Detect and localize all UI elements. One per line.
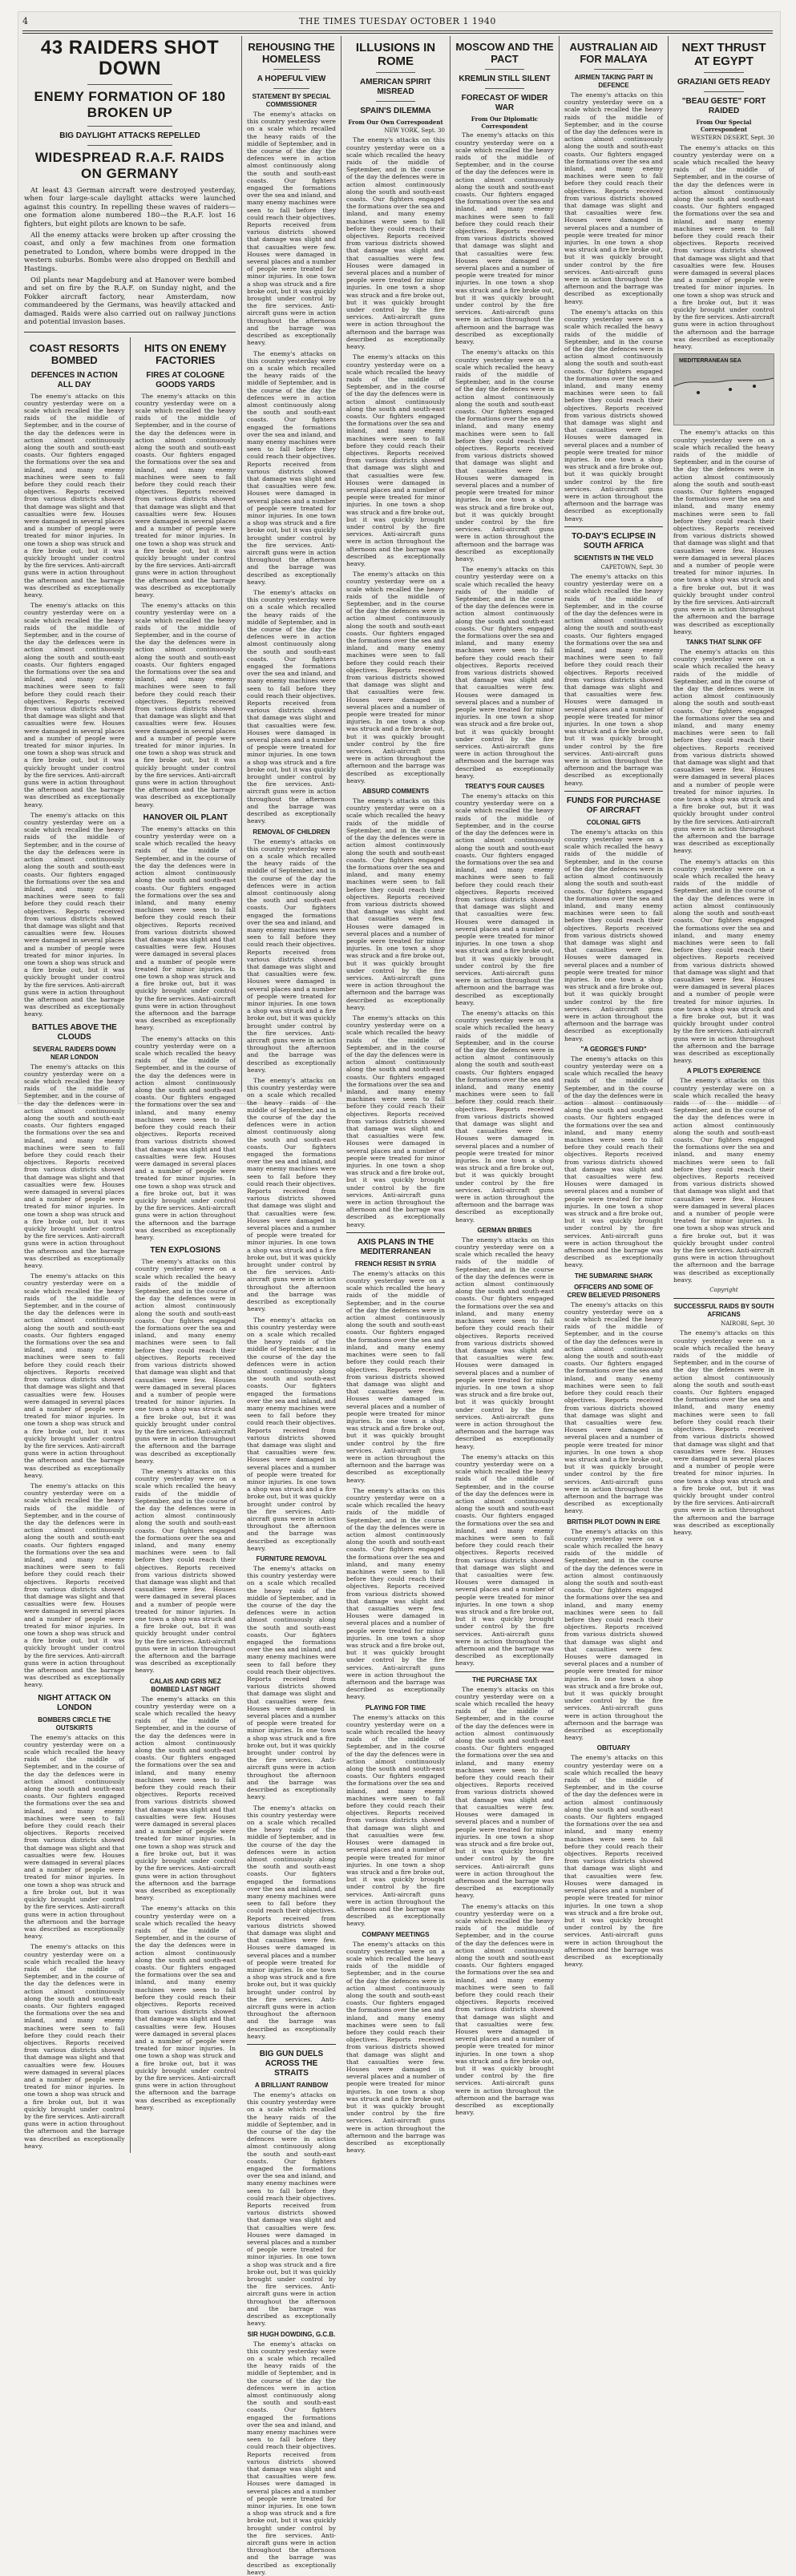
- column-rule: [241, 36, 242, 1092]
- paragraph: The enemy's attacks on this country yesterday were on a scale which recalled the heavy raids of the middle of September, and in the course of the day the defences were in action almost continuously along the south and south-east coasts. Our fighters engaged the formations over the sea and inland, and many enemy machines were seen to fall before they could reach their objectives. Reports received from various districts showed that damage was slight and that casualties were few. Houses were damaged in several places and a number of people were treated for minor injuries. In one town a shop was struck and a fire broke out, but it was quickly brought under control by the fire services. Anti-aircraft guns were in action throughout the afternoon and the barrage was described as exceptionally heavy.: [135, 602, 236, 808]
- subheadline: SIR HUGH DOWDING, G.C.B.: [247, 2331, 336, 2339]
- paragraph: The enemy's attacks on this country yesterday were on a scale which recalled the heavy raids of the middle of September, and in the course of the day the defences were in action almost continuously along the south and south-east coasts. Our fighters engaged the formations over the sea and inland, and many enemy machines were seen to fall before they could reach their objectives. Reports received from various districts showed that damage was slight and that casualties were few. Houses were damaged in several places and a number of people were treated for minor injuries. In one town a shop was struck and a fire broke out, but it was quickly brought under control by the fire services. Anti-aircraft guns were in action throughout the afternoon and the barrage was described as exceptionally heavy.: [247, 350, 336, 587]
- subheadline: PLAYING FOR TIME: [346, 1704, 445, 1712]
- paragraph: The enemy's attacks on this country yesterday were on a scale which recalled the heavy raids of the middle of September, and in the course of the day the defences were in action almost continuously along the south and south-east coasts. Our fighters engaged the formations over the sea and inland, and many enemy machines were seen to fall before they could reach their objectives. Reports received from various districts showed that damage was slight and that casualties were few. Houses were damaged in several places and a number of people were treated for minor injuries. In one town a shop was struck and a fire broke out, but it was quickly brought under control by the fire services. Anti-aircraft guns were in action throughout the afternoon and the barrage was described as exceptionally heavy.: [247, 589, 336, 825]
- copyright-credit: Copyright: [673, 1287, 774, 1294]
- subheadline: COLONIAL GIFTS: [564, 819, 663, 827]
- story-subheadline: HANOVER OIL PLANT: [135, 813, 236, 823]
- paragraph: At least 43 German aircraft were destroyed yesterday, when four large-scale daylight attacks were launched against this country. In repelling these waves of raiders—one formation alone numbered 180—the R.A.F. lost 16 fighters, but eight pilots are known to be safe.: [24, 187, 236, 228]
- story-subheadline: FIRES AT COLOGNE GOODS YARDS: [135, 371, 236, 390]
- headline: THE PURCHASE TAX: [455, 1676, 554, 1684]
- subheadline: OFFICERS AND SOME OF CREW BELIEVED PRISONERS: [564, 1284, 663, 1300]
- map-label: MEDITERRANEAN SEA: [679, 357, 741, 365]
- subheadline: SCIENTISTS IN THE VELD: [564, 554, 663, 562]
- masthead-rule-top: [22, 30, 773, 31]
- story-subheadline: SEVERAL RAIDERS DOWN NEAR LONDON: [24, 1046, 125, 1062]
- paragraph: The enemy's attacks on this country yesterday were on a scale which recalled the heavy raids of the middle of September, and in the course of the day the defences were in action almost continuously along the south and south-east coasts. Our fighters engaged the formations over the sea and inland, and many enemy machines were seen to fall before they could reach their objectives. Reports received from various districts showed that damage was slight and that casualties were few. Houses were damaged in several places and a number of people were treated for minor injuries. In one town a shop was struck and a fire broke out, but it was quickly brought under control by the fire services. Anti-aircraft guns were in action throughout the afternoon and the barrage was described as exceptionally heavy.: [564, 91, 663, 305]
- moscow-story: [455, 36, 554, 1092]
- page-number: 4: [22, 16, 29, 26]
- column-rule: [450, 36, 451, 1092]
- subheadline: REMOVAL OF CHILDREN: [247, 828, 336, 836]
- subheadline: COMPANY MEETINGS: [346, 1931, 445, 1939]
- dateline: WESTERN DESERT, Sept. 30: [673, 135, 774, 142]
- paragraph: The enemy's attacks on this country yesterday were on a scale which recalled the heavy raids of the middle of September, and in the course of the day the defences were in action almost continuously along the south and south-east coasts. Our fighters engaged the formations over the sea and inland, and many enemy machines were seen to fall before they could reach their objectives. Reports received from various districts showed that damage was slight and that casualties were few. Houses were damaged in several places and a number of people were treated for minor injuries. In one town a shop was struck and a fire broke out, but it was quickly brought under control by the fire services. Anti-aircraft guns were in action throughout the afternoon and the barrage was described as exceptionally heavy.: [455, 349, 554, 562]
- headline: SUCCESSFUL RAIDS BY SOUTH AFRICANS: [673, 1303, 774, 1319]
- paragraph: The enemy's attacks on this country yesterday were on a scale which recalled the heavy raids of the middle of September, and in the course of the day the defences were in action almost continuously along the south and south-east coasts. Our fighters engaged the formations over the sea and inland, and many enemy machines were seen to fall before they could reach their objectives. Reports received from various districts showed that damage was slight and that casualties were few. Houses were damaged in several places and a number of people were treated for minor injuries. In one town a shop was struck and a fire broke out, but it was quickly brought under control by the fire services. Anti-aircraft guns were in action throughout the afternoon and the barrage was described as exceptionally heavy.: [135, 1695, 236, 1902]
- paragraph: The enemy's attacks on this country yesterday were on a scale which recalled the heavy raids of the middle of September, and in the course of the day the defences were in action almost continuously along the south and south-east coasts. Our fighters engaged the formations over the sea and inland, and many enemy machines were seen to fall before they could reach their objectives. Reports received from various districts showed that damage was slight and that casualties were few. Houses were damaged in several places and a number of people were treated for minor injuries. In one town a shop was struck and a fire broke out, but it was quickly brought under control by the fire services. Anti-aircraft guns were in action throughout the afternoon and the barrage was described as exceptionally heavy.: [135, 1035, 236, 1242]
- subheadline: FRENCH RESIST IN SYRIA: [346, 1260, 445, 1268]
- subheadline: ENEMY FORMATION OF 180 BROKEN UP: [24, 89, 236, 121]
- paragraph: The enemy's attacks on this country yesterday were on a scale which recalled the heavy raids of the middle of September, and in the course of the day the defences were in action almost continuously along the south and south-east coasts. Our fighters engaged the formations over the sea and inland, and many enemy machines were seen to fall before they could reach their objectives. Reports received from various districts showed that damage was slight and that casualties were few. Houses were damaged in several places and a number of people were treated for minor injuries. In one town a shop was struck and a fire broke out, but it was quickly brought under control by the fire services. Anti-aircraft guns were in action throughout the afternoon and the barrage was described as exceptionally heavy.: [24, 1943, 125, 2150]
- headline: TO-DAY'S ECLIPSE IN SOUTH AFRICA: [564, 532, 663, 551]
- paragraph: The enemy's attacks on this country yesterday were on a scale which recalled the heavy raids of the middle of September, and in the course of the day the defences were in action almost continuously along the south and south-east coasts. Our fighters engaged the formations over the sea and inland, and many enemy machines were seen to fall before they could reach their objectives. Reports received from various districts showed that damage was slight and that casualties were few. Houses were damaged in several places and a number of people were treated for minor injuries. In one town a shop was struck and a fire broke out, but it was quickly brought under control by the fire services. Anti-aircraft guns were in action throughout the afternoon and the barrage was described as exceptionally heavy.: [135, 393, 236, 599]
- paragraph: The enemy's attacks on this country yesterday were on a scale which recalled the heavy raids of the middle of September, and in the course of the day the defences were in action almost continuously along the south and south-east coasts. Our fighters engaged the formations over the sea and inland, and many enemy machines were seen to fall before they could reach their objectives. Reports received from various districts showed that damage was slight and that casualties were few. Houses were damaged in several places and a number of people were treated for minor injuries. In one town a shop was struck and a fire broke out, but it was quickly brought under control by the fire services. Anti-aircraft guns were in action throughout the afternoon and the barrage was described as exceptionally heavy.: [24, 1272, 125, 1479]
- subheadline: SPAIN'S DILEMMA: [346, 107, 445, 116]
- paragraph: The enemy's attacks on this country yesterday were on a scale which recalled the heavy raids of the middle of September, and in the course of the day the defences were in action almost continuously along the south and south-east coasts. Our fighters engaged the formations over the sea and inland, and many enemy machines were seen to fall before they could reach their objectives. Reports received from various districts showed that damage was slight and that casualties were few. Houses were damaged in several places and a number of people were treated for minor injuries. In one town a shop was struck and a fire broke out, but it was quickly brought under control by the fire services. Anti-aircraft guns were in action throughout the afternoon and the barrage was described as exceptionally heavy.: [346, 1941, 445, 2155]
- paragraph: The enemy's attacks on this country yesterday were on a scale which recalled the heavy raids of the middle of September, and in the course of the day the defences were in action almost continuously along the south and south-east coasts. Our fighters engaged the formations over the sea and inland, and many enemy machines were seen to fall before they could reach their objectives. Reports received from various districts showed that damage was slight and that casualties were few. Houses were damaged in several places and a number of people were treated for minor injuries. In one town a shop was struck and a fire broke out, but it was quickly brought under control by the fire services. Anti-aircraft guns were in action throughout the afternoon and the barrage was described as exceptionally heavy.: [247, 2340, 336, 2576]
- paragraph: The enemy's attacks on this country yesterday were on a scale which recalled the heavy raids of the middle of September, and in the course of the day the defences were in action almost continuously along the south and south-east coasts. Our fighters engaged the formations over the sea and inland, and many enemy machines were seen to fall before they could reach their objectives. Reports received from various districts showed that damage was slight and that casualties were few. Houses were damaged in several places and a number of people were treated for minor injuries. In one town a shop was struck and a fire broke out, but it was quickly brought under control by the fire services. Anti-aircraft guns were in action throughout the afternoon and the barrage was described as exceptionally heavy.: [673, 429, 774, 635]
- paragraph: The enemy's attacks on this country yesterday were on a scale which recalled the heavy raids of the middle of September, and in the course of the day the defences were in action almost continuously along the south and south-east coasts. Our fighters engaged the formations over the sea and inland, and many enemy machines were seen to fall before they could reach their objectives. Reports received from various districts showed that damage was slight and that casualties were few. Houses were damaged in several places and a number of people were treated for minor injuries. In one town a shop was struck and a fire broke out, but it was quickly brought under control by the fire services. Anti-aircraft guns were in action throughout the afternoon and the barrage was described as exceptionally heavy.: [346, 353, 445, 567]
- subheadline: FORECAST OF WIDER WAR: [455, 94, 554, 113]
- subheadline: TREATY'S FOUR CAUSES: [455, 783, 554, 791]
- paragraph: The enemy's attacks on this country yesterday were on a scale which recalled the heavy raids of the middle of September, and in the course of the day the defences were in action almost continuously along the south and south-east coasts. Our fighters engaged the formations over the sea and inland, and many enemy machines were seen to fall before they could reach their objectives. Reports received from various districts showed that damage was slight and that casualties were few. Houses were damaged in several places and a number of people were treated for minor injuries. In one town a shop was struck and a fire broke out, but it was quickly brought under control by the fire services. Anti-aircraft guns were in action throughout the afternoon and the barrage was described as exceptionally heavy.: [564, 308, 663, 522]
- divider: [87, 84, 172, 85]
- headline: REHOUSING THE HOMELESS: [247, 41, 336, 65]
- paragraph: The enemy's attacks on this country yesterday were on a scale which recalled the heavy raids of the middle of September, and in the course of the day the defences were in action almost continuously along the south and south-east coasts. Our fighters engaged the formations over the sea and inland, and many enemy machines were seen to fall before they could reach their objectives. Reports received from various districts showed that damage was slight and that casualties were few. Houses were damaged in several places and a number of people were treated for minor injuries. In one town a shop was struck and a fire broke out, but it was quickly brought under control by the fire services. Anti-aircraft guns were in action throughout the afternoon and the barrage was described as exceptionally heavy.: [247, 1316, 336, 1553]
- subheadline: A HOPEFUL VIEW: [247, 75, 336, 84]
- story-headline: HITS ON ENEMY FACTORIES: [135, 342, 236, 366]
- paragraph: The enemy's attacks on this country yesterday were on a scale which recalled the heavy raids of the middle of September, and in the course of the day the defences were in action almost continuously along the south and south-east coasts. Our fighters engaged the formations over the sea and inland, and many enemy machines were seen to fall before they could reach their objectives. Reports received from various districts showed that damage was slight and that casualties were few. Houses were damaged in several places and a number of people were treated for minor injuries. In one town a shop was struck and a fire broke out, but it was quickly brought under control by the fire services. Anti-aircraft guns were in action throughout the afternoon and the barrage was described as exceptionally heavy.: [673, 1077, 774, 1284]
- paragraph: The enemy's attacks on this country yesterday were on a scale which recalled the heavy raids of the middle of September, and in the course of the day the defences were in action almost continuously along the south and south-east coasts. Our fighters engaged the formations over the sea and inland, and many enemy machines were seen to fall before they could reach their objectives. Reports received from various districts showed that damage was slight and that casualties were few. Houses were damaged in several places and a number of people were treated for minor injuries. In one town a shop was struck and a fire broke out, but it was quickly brought under control by the fire services. Anti-aircraft guns were in action throughout the afternoon and the barrage was described as exceptionally heavy.: [24, 1482, 125, 1689]
- lead-story: [24, 36, 236, 1092]
- paragraph: The enemy's attacks on this country yesterday were on a scale which recalled the heavy raids of the middle of September, and in the course of the day the defences were in action almost continuously along the south and south-east coasts. Our fighters engaged the formations over the sea and inland, and many enemy machines were seen to fall before they could reach their objectives. Reports received from various districts showed that damage was slight and that casualties were few. Houses were damaged in several places and a number of people were treated for minor injuries. In one town a shop was struck and a fire broke out, but it was quickly brought under control by the fire services. Anti-aircraft guns were in action throughout the afternoon and the barrage was described as exceptionally heavy.: [24, 1734, 125, 1941]
- paragraph: The enemy's attacks on this country yesterday were on a scale which recalled the heavy raids of the middle of September, and in the course of the day the defences were in action almost continuously along the south and south-east coasts. Our fighters engaged the formations over the sea and inland, and many enemy machines were seen to fall before they could reach their objectives. Reports received from various districts showed that damage was slight and that casualties were few. Houses were damaged in several places and a number of people were treated for minor injuries. In one town a shop was struck and a fire broke out, but it was quickly brought under control by the fire services. Anti-aircraft guns were in action throughout the afternoon and the barrage was described as exceptionally heavy.: [135, 1905, 236, 2111]
- two-column-block: [24, 337, 236, 2154]
- subheadline: AIRMEN TAKING PART IN DEFENCE: [564, 74, 663, 90]
- subheadline: TANKS THAT SLINK OFF: [673, 639, 774, 647]
- subheadline: BIG DAYLIGHT ATTACKS REPELLED: [24, 131, 236, 141]
- paragraph: The enemy's attacks on this country yesterday were on a scale which recalled the heavy raids of the middle of September, and in the course of the day the defences were in action almost continuously along the south and south-east coasts. Our fighters engaged the formations over the sea and inland, and many enemy machines were seen to fall before they could reach their objectives. Reports received from various districts showed that damage was slight and that casualties were few. Houses were damaged in several places and a number of people were treated for minor injuries. In one town a shop was struck and a fire broke out, but it was quickly brought under control by the fire services. Anti-aircraft guns were in action throughout the afternoon and the barrage was described as exceptionally heavy.: [455, 1453, 554, 1667]
- paragraph: The enemy's attacks on this country yesterday were on a scale which recalled the heavy raids of the middle of September, and in the course of the day the defences were in action almost continuously along the south and south-east coasts. Our fighters engaged the formations over the sea and inland, and many enemy machines were seen to fall before they could reach their objectives. Reports received from various districts showed that damage was slight and that casualties were few. Houses were damaged in several places and a number of people were treated for minor injuries. In one town a shop was struck and a fire broke out, but it was quickly brought under control by the fire services. Anti-aircraft guns were in action throughout the afternoon and the barrage was described as exceptionally heavy.: [247, 1804, 336, 2041]
- paragraph: The enemy's attacks on this country yesterday were on a scale which recalled the heavy raids of the middle of September, and in the course of the day the defences were in action almost continuously along the south and south-east coasts. Our fighters engaged the formations over the sea and inland, and many enemy machines were seen to fall before they could reach their objectives. Reports received from various districts showed that damage was slight and that casualties were few. Houses were damaged in several places and a number of people were treated for minor injuries. In one town a shop was struck and a fire broke out, but it was quickly brought under control by the fire services. Anti-aircraft guns were in action throughout the afternoon and the barrage was described as exceptionally heavy.: [346, 570, 445, 784]
- illusions-story: [346, 36, 445, 1092]
- subheadline: GRAZIANI GETS READY: [673, 78, 774, 87]
- subheadline: A PILOT'S EXPERIENCE: [673, 1067, 774, 1075]
- map-illustration: [673, 353, 774, 425]
- subheadline: THE SUBMARINE SHARK: [564, 1272, 663, 1280]
- masthead-rule-bottom: [22, 33, 773, 34]
- paragraph: The enemy's attacks on this country yesterday were on a scale which recalled the heavy raids of the middle of September, and in the course of the day the defences were in action almost continuously along the south and south-east coasts. Our fighters engaged the formations over the sea and inland, and many enemy machines were seen to fall before they could reach their objectives. Reports received from various districts showed that damage was slight and that casualties were few. Houses were damaged in several places and a number of people were treated for minor injuries. In one town a shop was struck and a fire broke out, but it was quickly brought under control by the fire services. Anti-aircraft guns were in action throughout the afternoon and the barrage was described as exceptionally heavy.: [564, 573, 663, 787]
- paragraph: The enemy's attacks on this country yesterday were on a scale which recalled the heavy raids of the middle of September, and in the course of the day the defences were in action almost continuously along the south and south-east coasts. Our fighters engaged the formations over the sea and inland, and many enemy machines were seen to fall before they could reach their objectives. Reports received from various districts showed that damage was slight and that casualties were few. Houses were damaged in several places and a number of people were treated for minor injuries. In one town a shop was struck and a fire broke out, but it was quickly brought under control by the fire services. Anti-aircraft guns were in action throughout the afternoon and the barrage was described as exceptionally heavy.: [135, 825, 236, 1032]
- paragraph: The enemy's attacks on this country yesterday were on a scale which recalled the heavy raids of the middle of September, and in the course of the day the defences were in action almost continuously along the south and south-east coasts. Our fighters engaged the formations over the sea and inland, and many enemy machines were seen to fall before they could reach their objectives. Reports received from various districts showed that damage was slight and that casualties were few. Houses were damaged in several places and a number of people were treated for minor injuries. In one town a shop was struck and a fire broke out, but it was quickly brought under control by the fire services. Anti-aircraft guns were in action throughout the afternoon and the barrage was described as exceptionally heavy.: [24, 1063, 125, 1270]
- paragraph: The enemy's attacks on this country yesterday were on a scale which recalled the heavy raids of the middle of September, and in the course of the day the defences were in action almost continuously along the south and south-east coasts. Our fighters engaged the formations over the sea and inland, and many enemy machines were seen to fall before they could reach their objectives. Reports received from various districts showed that damage was slight and that casualties were few. Houses were damaged in several places and a number of people were treated for minor injuries. In one town a shop was struck and a fire broke out, but it was quickly brought under control by the fire services. Anti-aircraft guns were in action throughout the afternoon and the barrage was described as exceptionally heavy.: [455, 792, 554, 1006]
- subheadline: FURNITURE REMOVAL: [247, 1555, 336, 1563]
- column-rule: [559, 36, 560, 1092]
- subheadline: A BRILLIANT RAINBOW: [247, 2082, 336, 2090]
- masthead-title: THE TIMES TUESDAY OCTOBER 1 1940: [22, 16, 773, 26]
- paragraph: The enemy's attacks on this country yesterday were on a scale which recalled the heavy raids of the middle of September, and in the course of the day the defences were in action almost continuously along the south and south-east coasts. Our fighters engaged the formations over the sea and inland, and many enemy machines were seen to fall before they could reach their objectives. Reports received from various districts showed that damage was slight and that casualties were few. Houses were damaged in several places and a number of people were treated for minor injuries. In one town a shop was struck and a fire broke out, but it was quickly brought under control by the fire services. Anti-aircraft guns were in action throughout the afternoon and the barrage was described as exceptionally heavy.: [24, 602, 125, 808]
- paragraph: The enemy's attacks on this country yesterday were on a scale which recalled the heavy raids of the middle of September, and in the course of the day the defences were in action almost continuously along the south and south-east coasts. Our fighters engaged the formations over the sea and inland, and many enemy machines were seen to fall before they could reach their objectives. Reports received from various districts showed that damage was slight and that casualties were few. Houses were damaged in several places and a number of people were treated for minor injuries. In one town a shop was struck and a fire broke out, but it was quickly brought under control by the fire services. Anti-aircraft guns were in action throughout the afternoon and the barrage was described as exceptionally heavy.: [455, 566, 554, 780]
- paragraph: The enemy's attacks on this country yesterday were on a scale which recalled the heavy raids of the middle of September, and in the course of the day the defences were in action almost continuously along the south and south-east coasts. Our fighters engaged the formations over the sea and inland, and many enemy machines were seen to fall before they could reach their objectives. Reports received from various districts showed that damage was slight and that casualties were few. Houses were damaged in several places and a number of people were treated for minor injuries. In one town a shop was struck and a fire broke out, but it was quickly brought under control by the fire services. Anti-aircraft guns were in action throughout the afternoon and the barrage was described as exceptionally heavy.: [247, 1565, 336, 1801]
- paragraph: The enemy's attacks on this country yesterday were on a scale which recalled the heavy raids of the middle of September, and in the course of the day the defences were in action almost continuously along the south and south-east coasts. Our fighters engaged the formations over the sea and inland, and many enemy machines were seen to fall before they could reach their objectives. Reports received from various districts showed that damage was slight and that casualties were few. Houses were damaged in several places and a number of people were treated for minor injuries. In one town a shop was struck and a fire broke out, but it was quickly brought under control by the fire services. Anti-aircraft guns were in action throughout the afternoon and the barrage was described as exceptionally heavy.: [564, 828, 663, 1042]
- subheadline: "BEAU GESTE" FORT RAIDED: [673, 97, 774, 116]
- dateline: CAPETOWN, Sept. 30: [564, 564, 663, 571]
- paragraph: The enemy's attacks on this country yesterday were on a scale which recalled the heavy raids of the middle of September, and in the course of the day the defences were in action almost continuously along the south and south-east coasts. Our fighters engaged the formations over the sea and inland, and many enemy machines were seen to fall before they could reach their objectives. Reports received from various districts showed that damage was slight and that casualties were few. Houses were damaged in several places and a number of people were treated for minor injuries. In one town a shop was struck and a fire broke out, but it was quickly brought under control by the fire services. Anti-aircraft guns were in action throughout the afternoon and the barrage was described as exceptionally heavy.: [247, 111, 336, 347]
- coast-resorts-story: [24, 337, 125, 2154]
- story-subheadline: DEFENCES IN ACTION ALL DAY: [24, 371, 125, 390]
- story-subheadline: NIGHT ATTACK ON LONDON: [24, 1694, 125, 1713]
- paragraph: All the enemy attacks were broken up after crossing the coast, and only a few machines from one formation penetrated to London, where bombs were dropped in the western suburbs. Bombs were also dropped on Bexhill and Hastings.: [24, 232, 236, 273]
- paragraph: The enemy's attacks on this country yesterday were on a scale which recalled the heavy raids of the middle of September, and in the course of the day the defences were in action almost continuously along the south and south-east coasts. Our fighters engaged the formations over the sea and inland, and many enemy machines were seen to fall before they could reach their objectives. Reports received from various districts showed that damage was slight and that casualties were few. Houses were damaged in several places and a number of people were treated for minor injuries. In one town a shop was struck and a fire broke out, but it was quickly brought under control by the fire services. Anti-aircraft guns were in action throughout the afternoon and the barrage was described as exceptionally heavy.: [455, 1236, 554, 1450]
- subheadline: WIDESPREAD R.A.F. RAIDS ON GERMANY: [24, 150, 236, 182]
- byline: From Our Diplomatic Correspondent: [455, 115, 554, 130]
- headline: ILLUSIONS IN ROME: [346, 41, 445, 68]
- byline: From Our Own Correspondent: [346, 119, 445, 126]
- australian-aid-story: [564, 36, 663, 1092]
- paragraph: The enemy's attacks on this country yesterday were on a scale which recalled the heavy raids of the middle of September, and in the course of the day the defences were in action almost continuously along the south and south-east coasts. Our fighters engaged the formations over the sea and inland, and many enemy machines were seen to fall before they could reach their objectives. Reports received from various districts showed that damage was slight and that casualties were few. Houses were damaged in several places and a number of people were treated for minor injuries. In one town a shop was struck and a fire broke out, but it was quickly brought under control by the fire services. Anti-aircraft guns were in action throughout the afternoon and the barrage was described as exceptionally heavy.: [564, 1754, 663, 1968]
- paragraph: The enemy's attacks on this country yesterday were on a scale which recalled the heavy raids of the middle of September, and in the course of the day the defences were in action almost continuously along the south and south-east coasts. Our fighters engaged the formations over the sea and inland, and many enemy machines were seen to fall before they could reach their objectives. Reports received from various districts showed that damage was slight and that casualties were few. Houses were damaged in several places and a number of people were treated for minor injuries. In one town a shop was struck and a fire broke out, but it was quickly brought under control by the fire services. Anti-aircraft guns were in action throughout the afternoon and the barrage was described as exceptionally heavy.: [135, 1468, 236, 1675]
- subheadline: AMERICAN SPIRIT MISREAD: [346, 78, 445, 97]
- headline: FUNDS FOR PURCHASE OF AIRCRAFT: [564, 796, 663, 816]
- egypt-story: [673, 36, 774, 1092]
- paragraph: The enemy's attacks on this country yesterday were on a scale which recalled the heavy raids of the middle of September, and in the course of the day the defences were in action almost continuously along the south and south-east coasts. Our fighters engaged the formations over the sea and inland, and many enemy machines were seen to fall before they could reach their objectives. Reports received from various districts showed that damage was slight and that casualties were few. Houses were damaged in several places and a number of people were treated for minor injuries. In one town a shop was struck and a fire broke out, but it was quickly brought under control by the fire services. Anti-aircraft guns were in action throughout the afternoon and the barrage was described as exceptionally heavy.: [673, 858, 774, 1065]
- paragraph: The enemy's attacks on this country yesterday were on a scale which recalled the heavy raids of the middle of September, and in the course of the day the defences were in action almost continuously along the south and south-east coasts. Our fighters engaged the formations over the sea and inland, and many enemy machines were seen to fall before they could reach their objectives. Reports received from various districts showed that damage was slight and that casualties were few. Houses were damaged in several places and a number of people were treated for minor injuries. In one town a shop was struck and a fire broke out, but it was quickly brought under control by the fire services. Anti-aircraft guns were in action throughout the afternoon and the barrage was described as exceptionally heavy.: [673, 648, 774, 855]
- paragraph: The enemy's attacks on this country yesterday were on a scale which recalled the heavy raids of the middle of September, and in the course of the day the defences were in action almost continuously along the south and south-east coasts. Our fighters engaged the formations over the sea and inland, and many enemy machines were seen to fall before they could reach their objectives. Reports received from various districts showed that damage was slight and that casualties were few. Houses were damaged in several places and a number of people were treated for minor injuries. In one town a shop was struck and a fire broke out, but it was quickly brought under control by the fire services. Anti-aircraft guns were in action throughout the afternoon and the barrage was described as exceptionally heavy.: [24, 393, 125, 599]
- subheadline: GERMAN BRIBES: [455, 1227, 554, 1235]
- headline: AXIS PLANS IN THE MEDITERRANEAN: [346, 1238, 445, 1257]
- dateline: NEW YORK, Sept. 30: [346, 127, 445, 135]
- paragraph: The enemy's attacks on this country yesterday were on a scale which recalled the heavy raids of the middle of September, and in the course of the day the defences were in action almost continuously along the south and south-east coasts. Our fighters engaged the formations over the sea and inland, and many enemy machines were seen to fall before they could reach their objectives. Reports received from various districts showed that damage was slight and that casualties were few. Houses were damaged in several places and a number of people were treated for minor injuries. In one town a shop was struck and a fire broke out, but it was quickly brought under control by the fire services. Anti-aircraft guns were in action throughout the afternoon and the barrage was described as exceptionally heavy.: [346, 1270, 445, 1484]
- paragraph: The enemy's attacks on this country yesterday were on a scale which recalled the heavy raids of the middle of September, and in the course of the day the defences were in action almost continuously along the south and south-east coasts. Our fighters engaged the formations over the sea and inland, and many enemy machines were seen to fall before they could reach their objectives. Reports received from various districts showed that damage was slight and that casualties were few. Houses were damaged in several places and a number of people were treated for minor injuries. In one town a shop was struck and a fire broke out, but it was quickly brought under control by the fire services. Anti-aircraft guns were in action throughout the afternoon and the barrage was described as exceptionally heavy.: [346, 797, 445, 1011]
- column-rule: [668, 36, 669, 1092]
- paragraph: The enemy's attacks on this country yesterday were on a scale which recalled the heavy raids of the middle of September, and in the course of the day the defences were in action almost continuously along the south and south-east coasts. Our fighters engaged the formations over the sea and inland, and many enemy machines were seen to fall before they could reach their objectives. Reports received from various districts showed that damage was slight and that casualties were few. Houses were damaged in several places and a number of people were treated for minor injuries. In one town a shop was struck and a fire broke out, but it was quickly brought under control by the fire services. Anti-aircraft guns were in action throughout the afternoon and the barrage was described as exceptionally heavy.: [247, 2091, 336, 2328]
- paragraph: The enemy's attacks on this country yesterday were on a scale which recalled the heavy raids of the middle of September, and in the course of the day the defences were in action almost continuously along the south and south-east coasts. Our fighters engaged the formations over the sea and inland, and many enemy machines were seen to fall before they could reach their objectives. Reports received from various districts showed that damage was slight and that casualties were few. Houses were damaged in several places and a number of people were treated for minor injuries. In one town a shop was struck and a fire broke out, but it was quickly brought under control by the fire services. Anti-aircraft guns were in action throughout the afternoon and the barrage was described as exceptionally heavy.: [673, 1329, 774, 1536]
- subheadline: STATEMENT BY SPECIAL COMMISSIONER: [247, 93, 336, 109]
- paragraph: The enemy's attacks on this country yesterday were on a scale which recalled the heavy raids of the middle of September, and in the course of the day the defences were in action almost continuously along the south and south-east coasts. Our fighters engaged the formations over the sea and inland, and many enemy machines were seen to fall before they could reach their objectives. Reports received from various districts showed that damage was slight and that casualties were few. Houses were damaged in several places and a number of people were treated for minor injuries. In one town a shop was struck and a fire broke out, but it was quickly brought under control by the fire services. Anti-aircraft guns were in action throughout the afternoon and the barrage was described as exceptionally heavy.: [564, 1055, 663, 1269]
- rehousing-story: [247, 36, 336, 1092]
- paragraph: The enemy's attacks on this country yesterday were on a scale which recalled the heavy raids of the middle of September, and in the course of the day the defences were in action almost continuously along the south and south-east coasts. Our fighters engaged the formations over the sea and inland, and many enemy machines were seen to fall before they could reach their objectives. Reports received from various districts showed that damage was slight and that casualties were few. Houses were damaged in several places and a number of people were treated for minor injuries. In one town a shop was struck and a fire broke out, but it was quickly brought under control by the fire services. Anti-aircraft guns were in action throughout the afternoon and the barrage was described as exceptionally heavy.: [564, 1528, 663, 1742]
- byline: From Our Special Correspondent: [673, 119, 774, 133]
- paragraph: The enemy's attacks on this country yesterday were on a scale which recalled the heavy raids of the middle of September, and in the course of the day the defences were in action almost continuously along the south and south-east coasts. Our fighters engaged the formations over the sea and inland, and many enemy machines were seen to fall before they could reach their objectives. Reports received from various districts showed that damage was slight and that casualties were few. Houses were damaged in several places and a number of people were treated for minor injuries. In one town a shop was struck and a fire broke out, but it was quickly brought under control by the fire services. Anti-aircraft guns were in action throughout the afternoon and the barrage was described as exceptionally heavy.: [346, 1014, 445, 1228]
- dateline: NAIROBI, Sept. 30: [673, 1320, 774, 1328]
- headline: 43 RAIDERS SHOT DOWN: [24, 38, 236, 79]
- story-subheadline: CALAIS AND GRIS NEZ BOMBED LAST NIGHT: [135, 1678, 236, 1694]
- masthead: [22, 14, 773, 29]
- headline: AUSTRALIAN AID FOR MALAYA: [564, 41, 663, 65]
- story-headline: COAST RESORTS BOMBED: [24, 342, 125, 366]
- subheadline: "A GEORGE'S FUND": [564, 1046, 663, 1054]
- paragraph: The enemy's attacks on this country yesterday were on a scale which recalled the heavy raids of the middle of September, and in the course of the day the defences were in action almost continuously along the south and south-east coasts. Our fighters engaged the formations over the sea and inland, and many enemy machines were seen to fall before they could reach their objectives. Reports received from various districts showed that damage was slight and that casualties were few. Houses were damaged in several places and a number of people were treated for minor injuries. In one town a shop was struck and a fire broke out, but it was quickly brought under control by the fire services. Anti-aircraft guns were in action throughout the afternoon and the barrage was described as exceptionally heavy.: [455, 1686, 554, 1900]
- paragraph: Oil plants near Magdeburg and at Hanover were bombed and set on fire by the R.A.F. on Sunday night, and the Fokker aircraft factory, near Amsterdam, now commandeered by the Germans, was heavily attacked and damaged. Raids were also carried out on railway junctions and potential invasion bases.: [24, 276, 236, 326]
- divider: [87, 145, 172, 146]
- paragraph: The enemy's attacks on this country yesterday were on a scale which recalled the heavy raids of the middle of September, and in the course of the day the defences were in action almost continuously along the south and south-east coasts. Our fighters engaged the formations over the sea and inland, and many enemy machines were seen to fall before they could reach their objectives. Reports received from various districts showed that damage was slight and that casualties were few. Houses were damaged in several places and a number of people were treated for minor injuries. In one town a shop was struck and a fire broke out, but it was quickly brought under control by the fire services. Anti-aircraft guns were in action throughout the afternoon and the barrage was described as exceptionally heavy.: [247, 1077, 336, 1313]
- hits-on-factories-story: [135, 337, 236, 2154]
- paragraph: The enemy's attacks on this country yesterday were on a scale which recalled the heavy raids of the middle of September, and in the course of the day the defences were in action almost continuously along the south and south-east coasts. Our fighters engaged the formations over the sea and inland, and many enemy machines were seen to fall before they could reach their objectives. Reports received from various districts showed that damage was slight and that casualties were few. Houses were damaged in several places and a number of people were treated for minor injuries. In one town a shop was struck and a fire broke out, but it was quickly brought under control by the fire services. Anti-aircraft guns were in action throughout the afternoon and the barrage was described as exceptionally heavy.: [346, 136, 445, 350]
- paragraph: The enemy's attacks on this country yesterday were on a scale which recalled the heavy raids of the middle of September, and in the course of the day the defences were in action almost continuously along the south and south-east coasts. Our fighters engaged the formations over the sea and inland, and many enemy machines were seen to fall before they could reach their objectives. Reports received from various districts showed that damage was slight and that casualties were few. Houses were damaged in several places and a number of people were treated for minor injuries. In one town a shop was struck and a fire broke out, but it was quickly brought under control by the fire services. Anti-aircraft guns were in action throughout the afternoon and the barrage was described as exceptionally heavy.: [247, 838, 336, 1074]
- subheadline: KREMLIN STILL SILENT: [455, 75, 554, 84]
- headline: NEXT THRUST AT EGYPT: [673, 41, 774, 68]
- paragraph: The enemy's attacks on this country yesterday were on a scale which recalled the heavy raids of the middle of September, and in the course of the day the defences were in action almost continuously along the south and south-east coasts. Our fighters engaged the formations over the sea and inland, and many enemy machines were seen to fall before they could reach their objectives. Reports received from various districts showed that damage was slight and that casualties were few. Houses were damaged in several places and a number of people were treated for minor injuries. In one town a shop was struck and a fire broke out, but it was quickly brought under control by the fire services. Anti-aircraft guns were in action throughout the afternoon and the barrage was described as exceptionally heavy.: [564, 1301, 663, 1515]
- story-subheadline: BATTLES ABOVE THE CLOUDS: [24, 1023, 125, 1042]
- subheadline: BRITISH PILOT DOWN IN EIRE: [564, 1518, 663, 1526]
- story-subheadline: TEN EXPLOSIONS: [135, 1246, 236, 1256]
- headline: MOSCOW AND THE PACT: [455, 41, 554, 65]
- headline: BIG GUN DUELS ACROSS THE STRAITS: [247, 2050, 336, 2078]
- subheadline: OBITUARY: [564, 1744, 663, 1752]
- paragraph: The enemy's attacks on this country yesterday were on a scale which recalled the heavy raids of the middle of September, and in the course of the day the defences were in action almost continuously along the south and south-east coasts. Our fighters engaged the formations over the sea and inland, and many enemy machines were seen to fall before they could reach their objectives. Reports received from various districts showed that damage was slight and that casualties were few. Houses were damaged in several places and a number of people were treated for minor injuries. In one town a shop was struck and a fire broke out, but it was quickly brought under control by the fire services. Anti-aircraft guns were in action throughout the afternoon and the barrage was described as exceptionally heavy.: [135, 1258, 236, 1465]
- paragraph: The enemy's attacks on this country yesterday were on a scale which recalled the heavy raids of the middle of September, and in the course of the day the defences were in action almost continuously along the south and south-east coasts. Our fighters engaged the formations over the sea and inland, and many enemy machines were seen to fall before they could reach their objectives. Reports received from various districts showed that damage was slight and that casualties were few. Houses were damaged in several places and a number of people were treated for minor injuries. In one town a shop was struck and a fire broke out, but it was quickly brought under control by the fire services. Anti-aircraft guns were in action throughout the afternoon and the barrage was described as exceptionally heavy.: [455, 1903, 554, 2117]
- paragraph: The enemy's attacks on this country yesterday were on a scale which recalled the heavy raids of the middle of September, and in the course of the day the defences were in action almost continuously along the south and south-east coasts. Our fighters engaged the formations over the sea and inland, and many enemy machines were seen to fall before they could reach their objectives. Reports received from various districts showed that damage was slight and that casualties were few. Houses were damaged in several places and a number of people were treated for minor injuries. In one town a shop was struck and a fire broke out, but it was quickly brought under control by the fire services. Anti-aircraft guns were in action throughout the afternoon and the barrage was described as exceptionally heavy.: [673, 144, 774, 351]
- divider: [87, 126, 172, 127]
- paragraph: The enemy's attacks on this country yesterday were on a scale which recalled the heavy raids of the middle of September, and in the course of the day the defences were in action almost continuously along the south and south-east coasts. Our fighters engaged the formations over the sea and inland, and many enemy machines were seen to fall before they could reach their objectives. Reports received from various districts showed that damage was slight and that casualties were few. Houses were damaged in several places and a number of people were treated for minor injuries. In one town a shop was struck and a fire broke out, but it was quickly brought under control by the fire services. Anti-aircraft guns were in action throughout the afternoon and the barrage was described as exceptionally heavy.: [455, 1010, 554, 1223]
- subheadline: ABSURD COMMENTS: [346, 788, 445, 796]
- paragraph: The enemy's attacks on this country yesterday were on a scale which recalled the heavy raids of the middle of September, and in the course of the day the defences were in action almost continuously along the south and south-east coasts. Our fighters engaged the formations over the sea and inland, and many enemy machines were seen to fall before they could reach their objectives. Reports received from various districts showed that damage was slight and that casualties were few. Houses were damaged in several places and a number of people were treated for minor injuries. In one town a shop was struck and a fire broke out, but it was quickly brought under control by the fire services. Anti-aircraft guns were in action throughout the afternoon and the barrage was described as exceptionally heavy.: [346, 1714, 445, 1928]
- paragraph: The enemy's attacks on this country yesterday were on a scale which recalled the heavy raids of the middle of September, and in the course of the day the defences were in action almost continuously along the south and south-east coasts. Our fighters engaged the formations over the sea and inland, and many enemy machines were seen to fall before they could reach their objectives. Reports received from various districts showed that damage was slight and that casualties were few. Houses were damaged in several places and a number of people were treated for minor injuries. In one town a shop was struck and a fire broke out, but it was quickly brought under control by the fire services. Anti-aircraft guns were in action throughout the afternoon and the barrage was described as exceptionally heavy.: [346, 1487, 445, 1701]
- story-subheadline: BOMBERS CIRCLE THE OUTSKIRTS: [24, 1716, 125, 1732]
- paragraph: The enemy's attacks on this country yesterday were on a scale which recalled the heavy raids of the middle of September, and in the course of the day the defences were in action almost continuously along the south and south-east coasts. Our fighters engaged the formations over the sea and inland, and many enemy machines were seen to fall before they could reach their objectives. Reports received from various districts showed that damage was slight and that casualties were few. Houses were damaged in several places and a number of people were treated for minor injuries. In one town a shop was struck and a fire broke out, but it was quickly brought under control by the fire services. Anti-aircraft guns were in action throughout the afternoon and the barrage was described as exceptionally heavy.: [24, 812, 125, 1018]
- paragraph: The enemy's attacks on this country yesterday were on a scale which recalled the heavy raids of the middle of September, and in the course of the day the defences were in action almost continuously along the south and south-east coasts. Our fighters engaged the formations over the sea and inland, and many enemy machines were seen to fall before they could reach their objectives. Reports received from various districts showed that damage was slight and that casualties were few. Houses were damaged in several places and a number of people were treated for minor injuries. In one town a shop was struck and a fire broke out, but it was quickly brought under control by the fire services. Anti-aircraft guns were in action throughout the afternoon and the barrage was described as exceptionally heavy.: [455, 131, 554, 345]
